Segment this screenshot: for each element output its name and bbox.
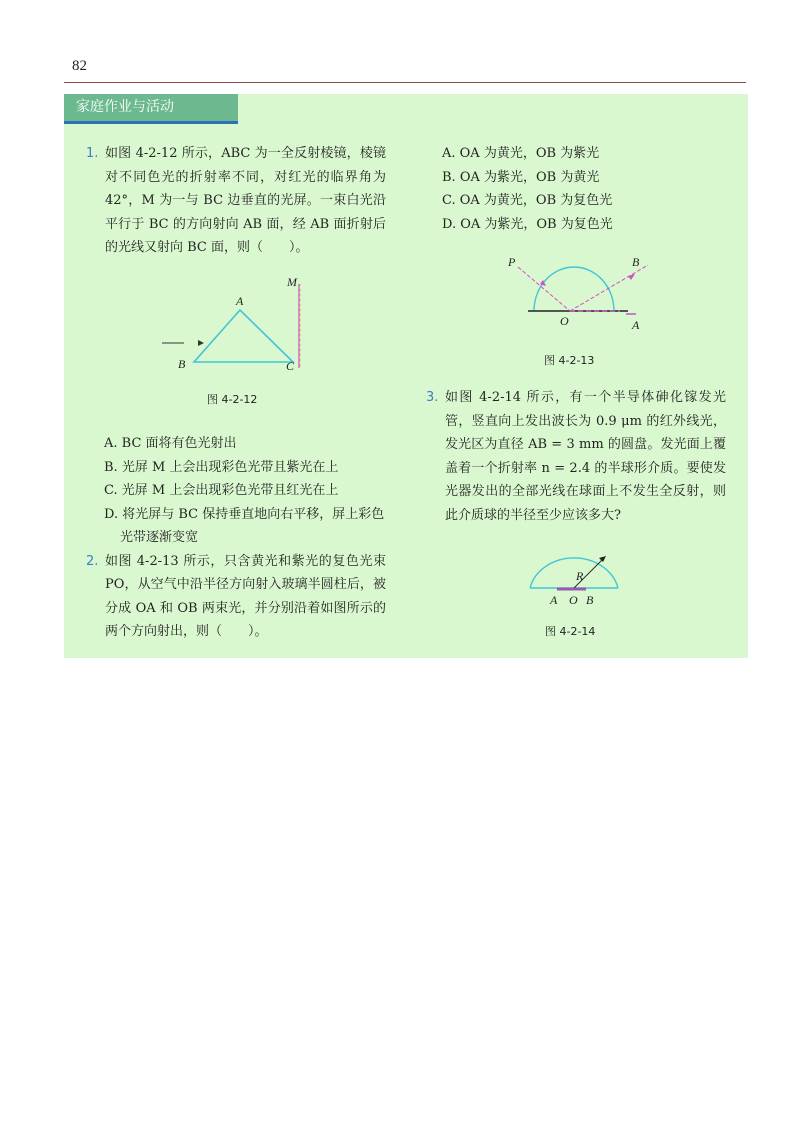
question-3: [426, 386, 726, 527]
label-b3: B: [586, 593, 594, 607]
q2-option-c: C. OA 为黄光，OB 为复色光: [442, 193, 613, 208]
figure-4-2-13: [500, 255, 660, 340]
caption-4-2-14: 图 4-2-14: [545, 625, 596, 638]
q1-option-d: D. 将光屏与 BC 保持垂直地向右平移，屏上彩色光带逐渐变宽: [104, 506, 385, 545]
figure-4-2-12: [150, 270, 320, 380]
figure-4-2-14: [520, 540, 630, 610]
question-2-text: 如图 4-2-13 所示，只含黄光和紫光的复色光束 PO，从空气中沿半径方向射入玻璃半圆柱后，被分成 OA 和 OB 两束光，并分别沿着如图所示的两个方向射出，则（ ）。: [105, 553, 386, 639]
caption-4-2-12: 图 4-2-12: [207, 393, 258, 406]
header-rule: [64, 82, 746, 83]
page-number: 82: [72, 58, 87, 74]
section-title: 家庭作业与活动: [64, 94, 238, 121]
question-1-number: 1.: [86, 146, 99, 161]
question-3-block: [426, 386, 726, 527]
q2-option-a: A. OA 为黄光，OB 为紫光: [442, 146, 600, 161]
ray-ob-arrow-icon: [628, 274, 635, 280]
label-o: O: [560, 314, 569, 328]
incident-arrow-icon: [198, 340, 204, 346]
label-a2: A: [632, 318, 640, 332]
section-title-underline: [64, 121, 238, 124]
label-o3: O: [569, 593, 578, 607]
label-c: C: [286, 359, 295, 373]
prism-abc: [194, 310, 293, 362]
label-r: R: [576, 569, 584, 583]
semicircle-glass: [534, 267, 614, 311]
question-2: [86, 550, 386, 644]
question-3-number: 3.: [426, 390, 439, 405]
question-1: [86, 142, 386, 260]
q2-option-d: D. OA 为紫光，OB 为复色光: [442, 216, 613, 232]
label-p: P: [508, 255, 516, 269]
question-2-number: 2.: [86, 553, 99, 569]
q1-options: [86, 432, 386, 644]
question-1-text: 如图 4-2-12 所示，ABC 为一全反射棱镜，棱镜对不同色光的折射率不同，对红光的临界角为 42°，M 为一与 BC 边垂直的光屏。一束白光沿平行于 BC 的方向射向 AB 面，经 AB 面折射后的光线又射向 BC 面，则（ ）。: [105, 146, 386, 255]
label-m: M: [287, 275, 297, 289]
q1-option-c: C. 光屏 M 上会出现彩色光带且红光在上: [104, 483, 339, 498]
ray-po: [518, 267, 570, 311]
q1-option-a: A. BC 面将有色光射出: [104, 436, 237, 451]
label-b: B: [178, 357, 186, 371]
caption-4-2-13: 图 4-2-13: [544, 354, 595, 367]
label-a3: A: [550, 593, 558, 607]
q1-option-b: B. 光屏 M 上会出现彩色光带且紫光在上: [104, 459, 339, 475]
label-a: A: [236, 294, 244, 308]
label-b2: B: [632, 255, 640, 269]
q2-options: [426, 142, 726, 236]
q2-option-b: B. OA 为紫光，OB 为黄光: [442, 169, 600, 185]
radius-arrow-icon: [599, 556, 606, 562]
question-3-text: 如图 4-2-14 所示，有一个半导体砷化镓发光管，竖直向上发出波长为 0.9 μm 的红外线光，发光区为直径 AB = 3 mm 的圆盘。发光面上覆盖着一个折射率 n = 2.4 的半球形介质。要使发光器发出的全部光线在球面上不发生全反射，则此介质球的半径至少应该多大?: [445, 390, 726, 523]
left-column: [86, 142, 386, 260]
ray-ob: [570, 265, 648, 311]
hemisphere: [530, 558, 618, 588]
